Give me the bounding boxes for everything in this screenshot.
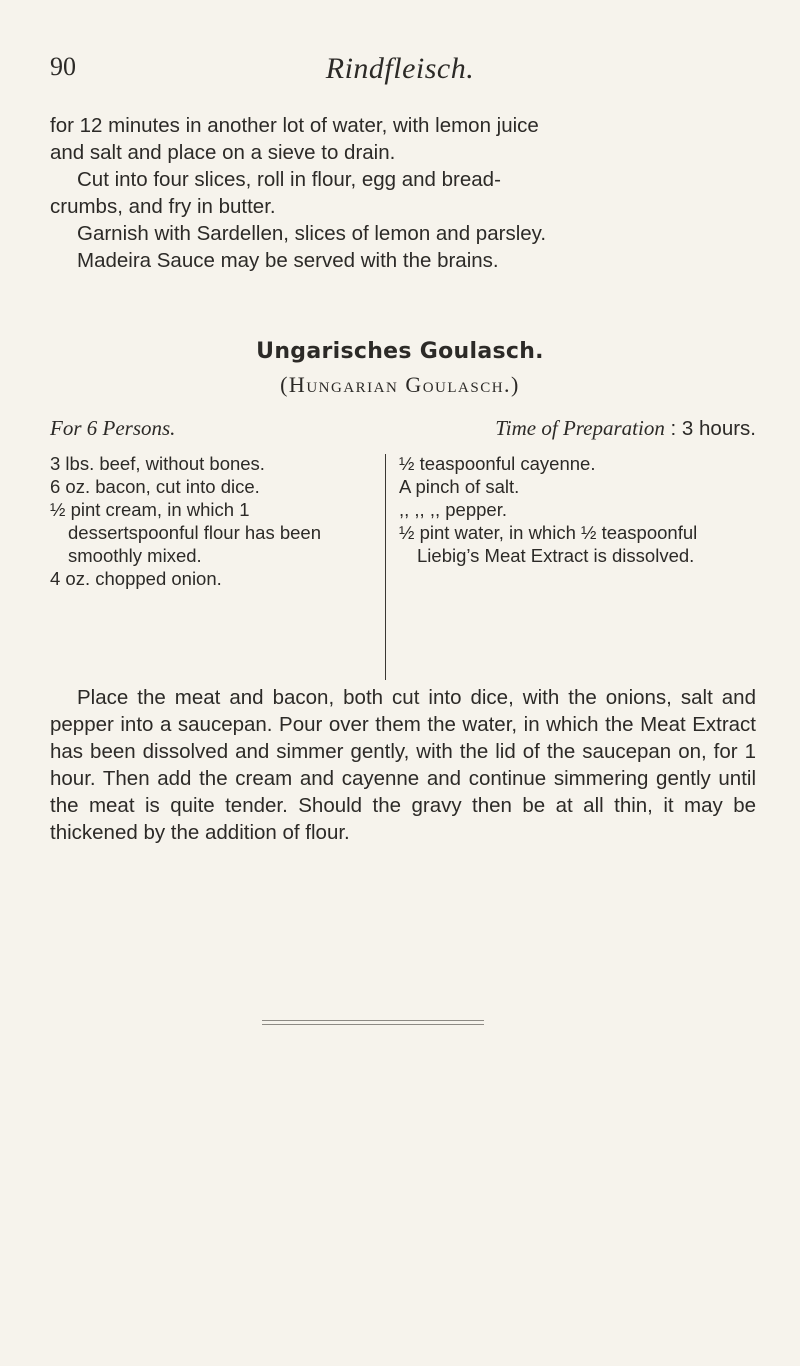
running-title: Rindfleisch. xyxy=(325,52,475,85)
recipe-meta xyxy=(50,416,756,446)
intro-line: Cut into four slices, roll in flour, egg and bread- xyxy=(77,168,501,191)
recipe-subtitle: (Hungarian Goulasch.) xyxy=(280,372,520,397)
intro-line: and salt and place on a sieve to drain. xyxy=(50,141,396,164)
ingredients-right-column xyxy=(399,452,759,567)
end-rule xyxy=(262,1020,484,1021)
intro-line: Garnish with Sardellen, slices of lemon and parsley. xyxy=(77,222,547,245)
preparation-time-value: : 3 hours. xyxy=(670,417,756,440)
intro-paragraph xyxy=(50,112,756,274)
preparation-time xyxy=(495,416,756,441)
ingredient: ½ teaspoonful cayenne. xyxy=(399,453,596,474)
method-paragraph: Place the meat and bacon, both cut into dice, with the onions, salt and pepper into a saucepan. Pour over them the water, in which the Meat Extract has been dissolved and simmer gently, with the lid of the saucepan on, for 1 hour. Then add the cream and cayenne and continue simmering gently until the meat is quite tender. Should the gravy then be at all thin, it may be thickened by the addition of flour. xyxy=(50,686,756,844)
page-number: 90 xyxy=(50,52,76,81)
ingredient: 3 lbs. beef, without bones. xyxy=(50,453,265,474)
ingredient: 4 oz. chopped onion. xyxy=(50,568,222,589)
ingredient: ½ pint cream, in which 1 dessertspoonful flour has been smoothly mixed. xyxy=(50,499,322,566)
recipe-title: Ungarisches Goulasch. xyxy=(256,339,544,364)
intro-line: Madeira Sauce may be served with the brains. xyxy=(77,249,499,272)
ingredients-left-column xyxy=(50,452,375,590)
servings: For 6 Persons. xyxy=(50,416,176,440)
ingredient: 6 oz. bacon, cut into dice. xyxy=(50,476,260,497)
intro-line: for 12 minutes in another lot of water, with lemon juice xyxy=(50,114,539,137)
column-divider xyxy=(385,454,386,680)
end-rule xyxy=(262,1024,484,1025)
preparation-time-label: Time of Preparation xyxy=(495,416,665,440)
ingredient: A pinch of salt. xyxy=(399,476,520,497)
running-head xyxy=(50,52,750,92)
ingredient: ,, ,, ,, pepper. xyxy=(399,499,507,520)
intro-line: crumbs, and fry in butter. xyxy=(50,195,276,218)
ingredient: ½ pint water, in which ½ teaspoonful Liebig’s Meat Extract is dissolved. xyxy=(399,522,698,566)
